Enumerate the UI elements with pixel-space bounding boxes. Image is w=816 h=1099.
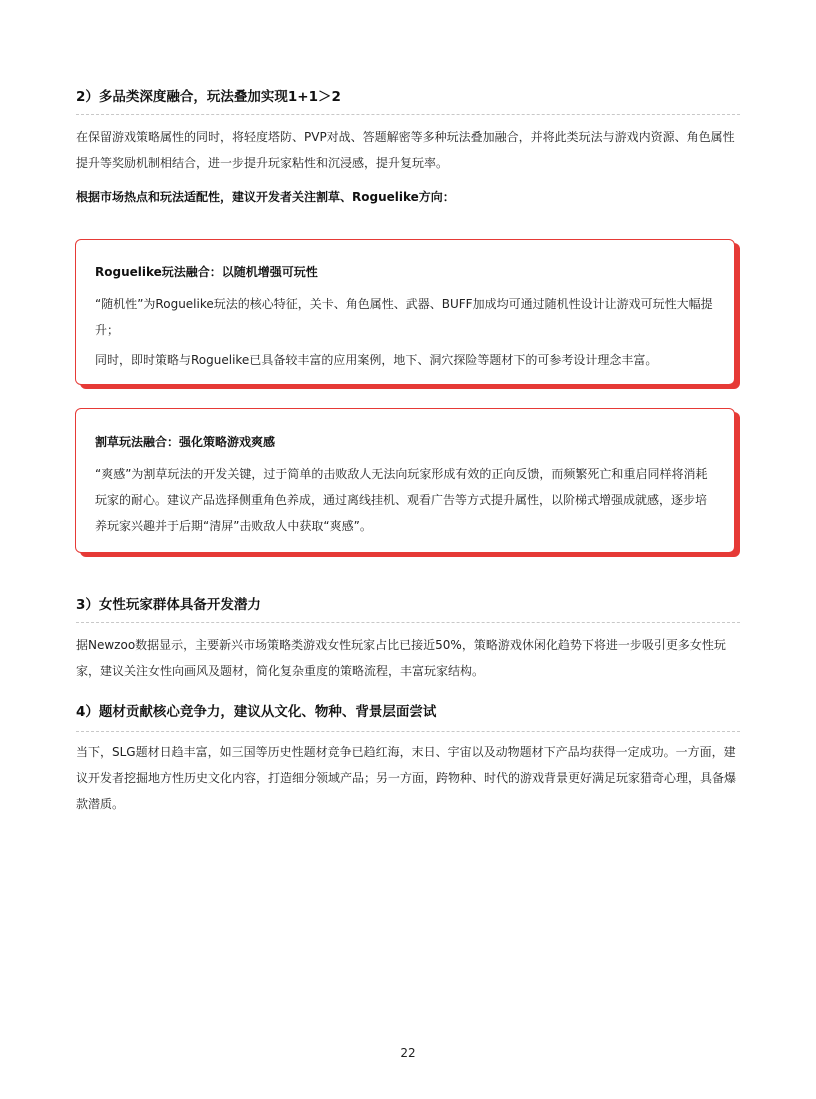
gecao-card-title: 割草玩法融合：强化策略游戏爽感 bbox=[95, 435, 276, 449]
section-2-divider bbox=[76, 114, 740, 115]
roguelike-card-text-2: 同时，即时策略与Roguelike已具备较丰富的应用案例，地下、洞穴探险等题材下的可参考设计理念丰富。 bbox=[95, 353, 658, 367]
section-2-lead: 根据市场热点和玩法适配性，建议开发者关注割草、Roguelike方向： bbox=[76, 190, 455, 204]
section-3-paragraph: 据Newzoo数据显示，主要新兴市场策略类游戏女性玩家占比已接近50%，策略游戏休闲化趋势下将进一步吸引更多女性玩家，建议关注女性向画风及题材，简化复杂重度的策略流程，丰富玩家结构。 bbox=[76, 638, 726, 678]
section-3-divider bbox=[76, 622, 740, 623]
roguelike-card bbox=[75, 239, 735, 385]
gecao-card-text: “爽感”为割草玩法的开发关键，过于简单的击败敌人无法向玩家形成有效的正向反馈，而频繁死亡和重启同样将消耗玩家的耐心。建议产品选择侧重角色养成，通过离线挂机、观看广告等方式提升属性，以阶梯式增强成就感，逐步培养玩家兴趣并于后期“清屏”击败敌人中获取“爽感”。 bbox=[95, 467, 708, 533]
roguelike-card-title: Roguelike玩法融合：以随机增强可玩性 bbox=[95, 265, 318, 279]
section-4-divider bbox=[76, 731, 740, 732]
section-2-paragraph: 在保留游戏策略属性的同时，将轻度塔防、PVP对战、答题解密等多种玩法叠加融合，并将此类玩法与游戏内资源、角色属性提升等奖励机制相结合，进一步提升玩家粘性和沉浸感，提升复玩率。 bbox=[76, 130, 735, 170]
gecao-card bbox=[75, 408, 735, 553]
section-3-heading: 3）女性玩家群体具备开发潜力 bbox=[76, 597, 261, 613]
page-number: 22 bbox=[400, 1046, 416, 1060]
section-4-paragraph: 当下，SLG题材日趋丰富，如三国等历史性题材竞争已趋红海，末日、宇宙以及动物题材下产品均获得一定成功。一方面，建议开发者挖掘地方性历史文化内容，打造细分领域产品；另一方面，跨物种、时代的游戏背景更好满足玩家猎奇心理，具备爆款潜质。 bbox=[76, 745, 737, 811]
section-4-heading: 4）题材贡献核心竞争力，建议从文化、物种、背景层面尝试 bbox=[76, 704, 437, 720]
roguelike-card-text-1: “随机性”为Roguelike玩法的核心特征，关卡、角色属性、武器、BUFF加成均可通过随机性设计让游戏可玩性大幅提升； bbox=[95, 297, 713, 337]
section-2-heading: 2）多品类深度融合，玩法叠加实现1+1＞2 bbox=[76, 89, 341, 105]
